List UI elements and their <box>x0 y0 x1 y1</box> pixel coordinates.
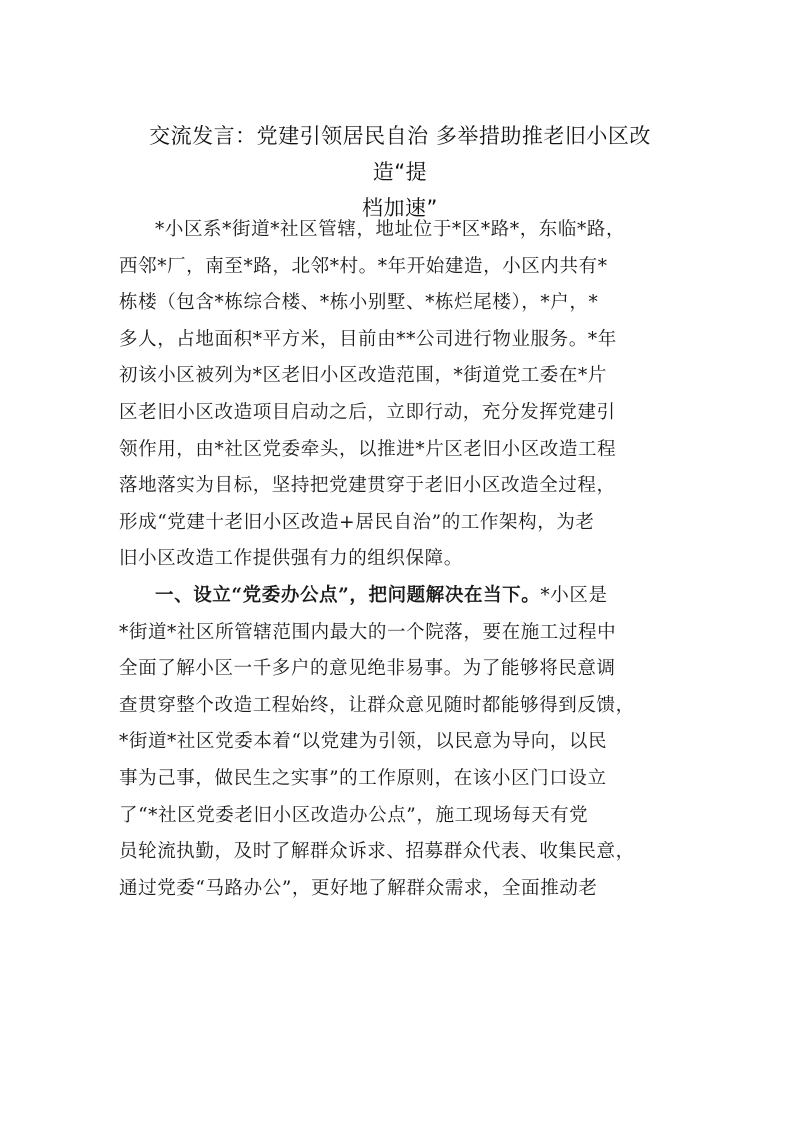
paragraph-line: 全面了解小区一千多户的意见绝非易事。为了能够将民意调 <box>119 658 616 680</box>
paragraph-line: 通过党委“马路办公”，更好地了解群众需求，全面推动老 <box>119 877 598 899</box>
paragraph-line: 领作用，由*社区党委牵头，以推进*片区老旧小区改造工程 <box>119 438 617 460</box>
title-line-1: 交流发言：党建引领居民自治 多举措助推老旧小区改造“提 <box>149 124 651 184</box>
paragraph-line: 旧小区改造工作提供强有力的组织保障。 <box>119 548 463 570</box>
paragraph-line: 员轮流执勤，及时了解群众诉求、招募群众代表、收集民意， <box>119 841 635 863</box>
title-line-2: 档加速” <box>362 196 438 220</box>
paragraph-line: 落地落实为目标，坚持把党建贯穿于老旧小区改造全过程， <box>119 475 616 497</box>
paragraph-line: 形成“党建十老旧小区改造+居民自治”的工作架构，为老 <box>119 511 595 533</box>
paragraph-line: 事为己事，做民生之实事”的工作原则，在该小区门口设立 <box>119 767 607 789</box>
section-1-heading: 一、设立“党委办公点”，把问题解决在当下。 <box>155 584 541 606</box>
paragraph-line: 栋楼（包含*栋综合楼、*栋小别墅、*栋烂尾楼），*户，* <box>119 292 599 314</box>
section-1-first-line-text: *小区是 <box>540 584 608 606</box>
document-title <box>122 118 678 226</box>
document-body <box>119 212 679 907</box>
paragraph-line: 多人，占地面积*平方米，目前由**公司进行物业服务。*年 <box>119 328 617 350</box>
paragraph-line: 查贯穿整个改造工程始终，让群众意见随时都能够得到反馈， <box>119 694 635 716</box>
paragraph-line: *小区系*街道*社区管辖，地址位于*区*路*，东临*路， <box>155 219 626 240</box>
paragraph-line: 了“*社区党委老旧小区改造办公点”，施工现场每天有党 <box>119 804 589 826</box>
paragraph-line: *街道*社区所管辖范围内最大的一个院落，要在施工过程中 <box>119 621 617 643</box>
paragraph-line: 区老旧小区改造项目启动之后，立即行动，充分发挥党建引 <box>119 401 616 423</box>
paragraph-line: 初该小区被列为*区老旧小区改造范围，*街道党工委在*片 <box>119 365 607 387</box>
paragraph-line: 西邻*厂，南至*路，北邻*村。*年开始建造，小区内共有* <box>119 255 608 277</box>
section-1-first-line <box>119 578 679 615</box>
paragraph-line: *街道*社区党委本着“以党建为引领，以民意为导向，以民 <box>119 731 608 753</box>
